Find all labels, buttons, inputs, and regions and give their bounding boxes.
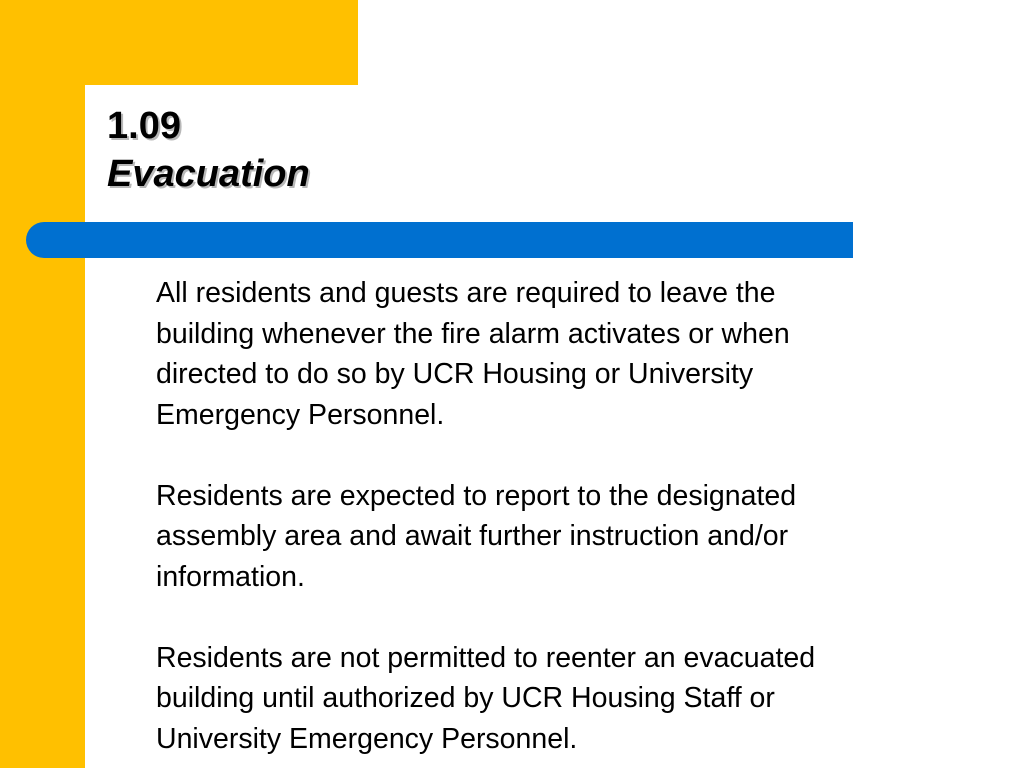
slide-title: Evacuation xyxy=(107,153,310,195)
paragraph-evacuation-requirement: All residents and guests are required to leave the building whenever the fire alarm activates or when directed to do so by UCR Housing or University Emergency Personnel. xyxy=(156,277,790,431)
yellow-side-strip xyxy=(0,0,85,768)
slide-number: 1.09 xyxy=(107,105,181,147)
paragraph-reentry: Residents are not permitted to reenter an evacuated building until authorized by UCR Housing Staff or University Emergency Personnel. xyxy=(156,641,816,755)
paragraph-assembly-area: Residents are expected to report to the designated assembly area and await further instruction and/or information. xyxy=(156,479,797,593)
blue-accent-bar xyxy=(26,222,853,258)
body-text xyxy=(156,273,976,759)
